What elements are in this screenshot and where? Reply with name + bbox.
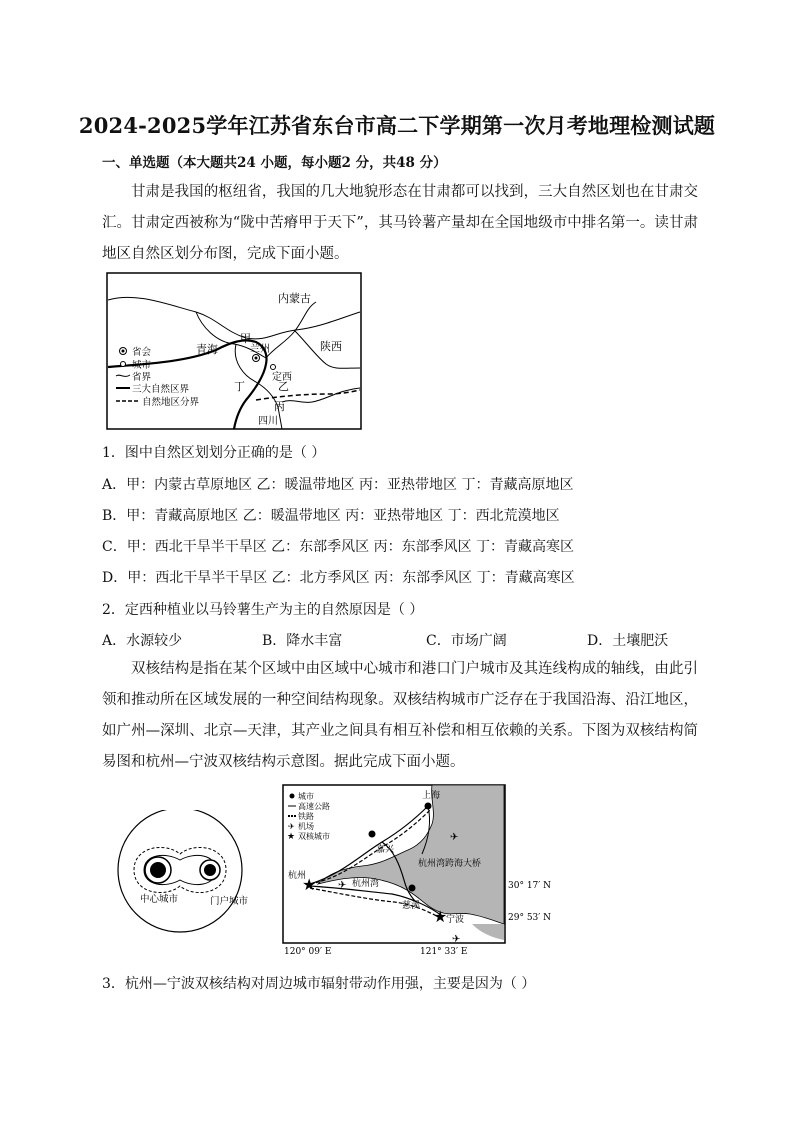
hangzhou-star-icon: ★ — [302, 875, 317, 894]
legend2-railway: 铁路 — [298, 812, 314, 821]
airport-icon-1: ✈ — [450, 832, 459, 843]
label-center-city: 中心城市 — [140, 894, 179, 905]
legend2-airport: 机场 — [298, 822, 314, 831]
label-lanzhou: 兰州 — [250, 344, 270, 355]
legend2-airport-icon: ✈ — [288, 822, 295, 831]
label-sichuan: 四川 — [258, 416, 278, 427]
label-yi: 乙 — [278, 380, 289, 393]
label-gate-city: 门户城市 — [210, 896, 249, 907]
label-lon2: 121° 33′ E — [420, 947, 468, 957]
label-lat1: 30° 17′ N — [508, 881, 552, 891]
label-cixi: 慈溪 — [402, 901, 421, 911]
label-hangzhou: 杭州 — [288, 871, 307, 881]
page-title: 2024-2025学年江苏省东台市高二下学期第一次月考地理检测试题 — [78, 113, 716, 138]
q1-option-a: A．甲：内蒙古草原地区 乙：暖温带地区 丙：亚热带地区 丁：青藏高原地区 — [102, 477, 574, 493]
legend2-dual-core: 双核城市 — [298, 832, 330, 841]
label-shaanxi: 陕西 — [320, 340, 342, 353]
q2-option-b: B．降水丰富 — [262, 633, 343, 649]
q1-option-c: C．甲：西北干旱半干旱区 乙：东部季风区 丙：东部季风区 丁：青藏高寒区 — [102, 539, 575, 555]
q1-option-b: B．甲：青藏高原地区 乙：暖温带地区 丙：亚热带地区 丁：西北荒漠地区 — [102, 508, 560, 524]
label-lat2: 29° 53′ N — [508, 913, 552, 923]
section-heading: 一、单选题（本大题共24 小题，每小题2 分，共48 分） — [102, 155, 447, 171]
ningbo-star-icon: ★ — [433, 907, 448, 926]
label-qinghai: 青海 — [196, 343, 218, 356]
label-jiaxing: 嘉兴 — [376, 845, 395, 855]
legend-capital: 省会 — [132, 347, 152, 358]
intro-paragraph-2: 双核结构是指在某个区域中由区域中心城市和港口门户城市及其连线构成的轴线，由此引领和推动所在区域发展的一种空间结构现象。双核结构城市广泛存在于我国沿海、沿江地区，如广州—深圳、北京—天津，其产业之间具有相互补偿和相互依赖的关系。下图为双核结构简易图和杭州—宁波双核结构示意图。据此完成下面小题。 — [102, 661, 698, 770]
label-ding: 丁 — [234, 380, 245, 393]
q3-stem: 3．杭州—宁波双核结构对周边城市辐射带动作用强，主要是因为（ ） — [102, 976, 536, 992]
airport-icon-2: ✈ — [338, 880, 347, 891]
airport-icon-3: ✈ — [452, 934, 461, 945]
q2-stem: 2．定西种植业以马铃薯生产为主的自然原因是（ ） — [102, 602, 424, 618]
q2-option-c: C．市场广阔 — [426, 633, 507, 649]
legend-three-regions: 三大自然区界 — [132, 384, 190, 395]
intro-paragraph-1: 甘肃是我国的枢纽省，我国的几大地貌形态在甘肃都可以找到，三大自然区划也在甘肃交汇。甘肃定西被称为“陇中苦瘠甲于天下”，其马铃薯产量却在全国地级市中排名第一。读甘肃地区自然区划分布图，完成下面小题。 — [102, 184, 698, 262]
label-ningbo: 宁波 — [446, 915, 465, 925]
legend-city: 城市 — [132, 360, 152, 371]
legend-natural-area: 自然地区分界 — [142, 397, 200, 408]
legend2-star-icon: ★ — [287, 832, 296, 842]
q1-stem: 1．图中自然区划划分正确的是（ ） — [102, 445, 326, 461]
q2-option-d: D．土壤肥沃 — [587, 633, 669, 649]
dual-core-diagram — [104, 810, 256, 960]
label-lon1: 120° 09′ E — [284, 947, 332, 957]
legend2-city: 城市 — [298, 792, 314, 801]
q2-option-a: A．水源较少 — [102, 633, 183, 649]
label-shanghai: 上海 — [422, 791, 441, 801]
label-bing: 丙 — [274, 400, 285, 413]
label-bridge: 杭州湾跨海大桥 — [418, 859, 482, 869]
legend2-highway: 高速公路 — [298, 802, 330, 811]
label-dingxi: 定西 — [272, 372, 292, 383]
label-neimenggu: 内蒙古 — [278, 292, 311, 305]
label-bay: 杭州湾 — [352, 879, 380, 889]
legend-province-border: 省界 — [132, 372, 152, 383]
gansu-map — [106, 272, 362, 430]
q1-option-d: D．甲：西北干旱半干旱区 乙：北方季风区 丙：东部季风区 丁：青藏高寒区 — [102, 570, 575, 586]
label-jia: 甲 — [240, 332, 251, 345]
hangzhou-ningbo-map — [282, 784, 582, 960]
